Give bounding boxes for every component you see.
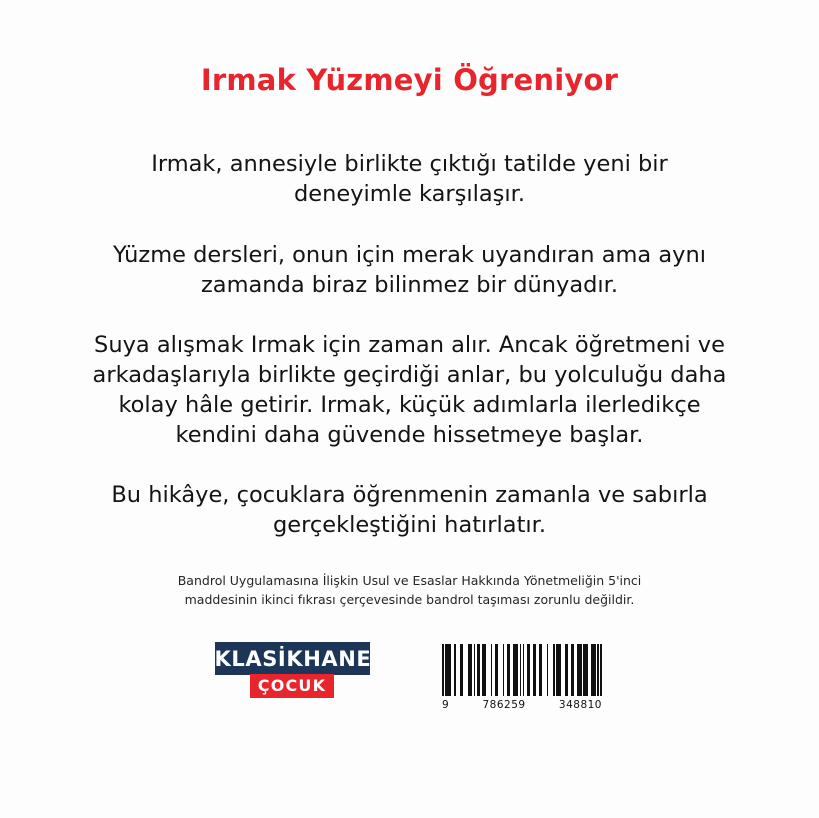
publisher-name: KLASİKHANE	[215, 642, 370, 675]
publisher-imprint: ÇOCUK	[250, 674, 334, 698]
publisher-logo	[215, 642, 370, 698]
barcode-bar	[600, 644, 602, 696]
blurb-text-block	[90, 150, 730, 540]
blurb-paragraph: Irmak, annesiyle birlikte çıktığı tatilde yeni bir deneyimle karşılaşır.	[151, 151, 668, 208]
barcode-digits	[442, 699, 602, 711]
bandrol-legal-notice: Bandrol Uygulamasına İlişkin Usul ve Esaslar Hakkında Yönetmeliğin 5'inci maddesinin ikinci fıkrası çerçevesinde bandrol taşıması zorunlu değildir.	[177, 573, 642, 607]
barcode	[440, 642, 605, 711]
blurb-paragraph: Suya alışmak Irmak için zaman alır. Ancak öğretmeni ve arkadaşlarıyla birlikte geçirdiği anlar, bu yolculuğu daha kolay hâle getirir. Irmak, küçük adımlarla ilerledikçe kendini daha güvende hissetmeye başlar.	[92, 331, 727, 448]
barcode-prefix-digit: 9	[442, 698, 450, 711]
book-title: Irmak Yüzmeyi Öğreniyor	[200, 63, 619, 97]
barcode-left-group: 786259	[482, 698, 526, 711]
blurb-paragraph: Yüzme dersleri, onun için merak uyandıran ama aynı zamanda biraz bilinmez bir dünyadır.	[113, 242, 706, 298]
barcode-bars	[442, 644, 602, 696]
cover-footer	[90, 642, 730, 711]
barcode-right-group: 348810	[558, 698, 602, 711]
blurb-paragraph: Bu hikâye, çocuklara öğrenmenin zamanla ve sabırla gerçekleştiğini hatırlatır.	[111, 481, 708, 538]
